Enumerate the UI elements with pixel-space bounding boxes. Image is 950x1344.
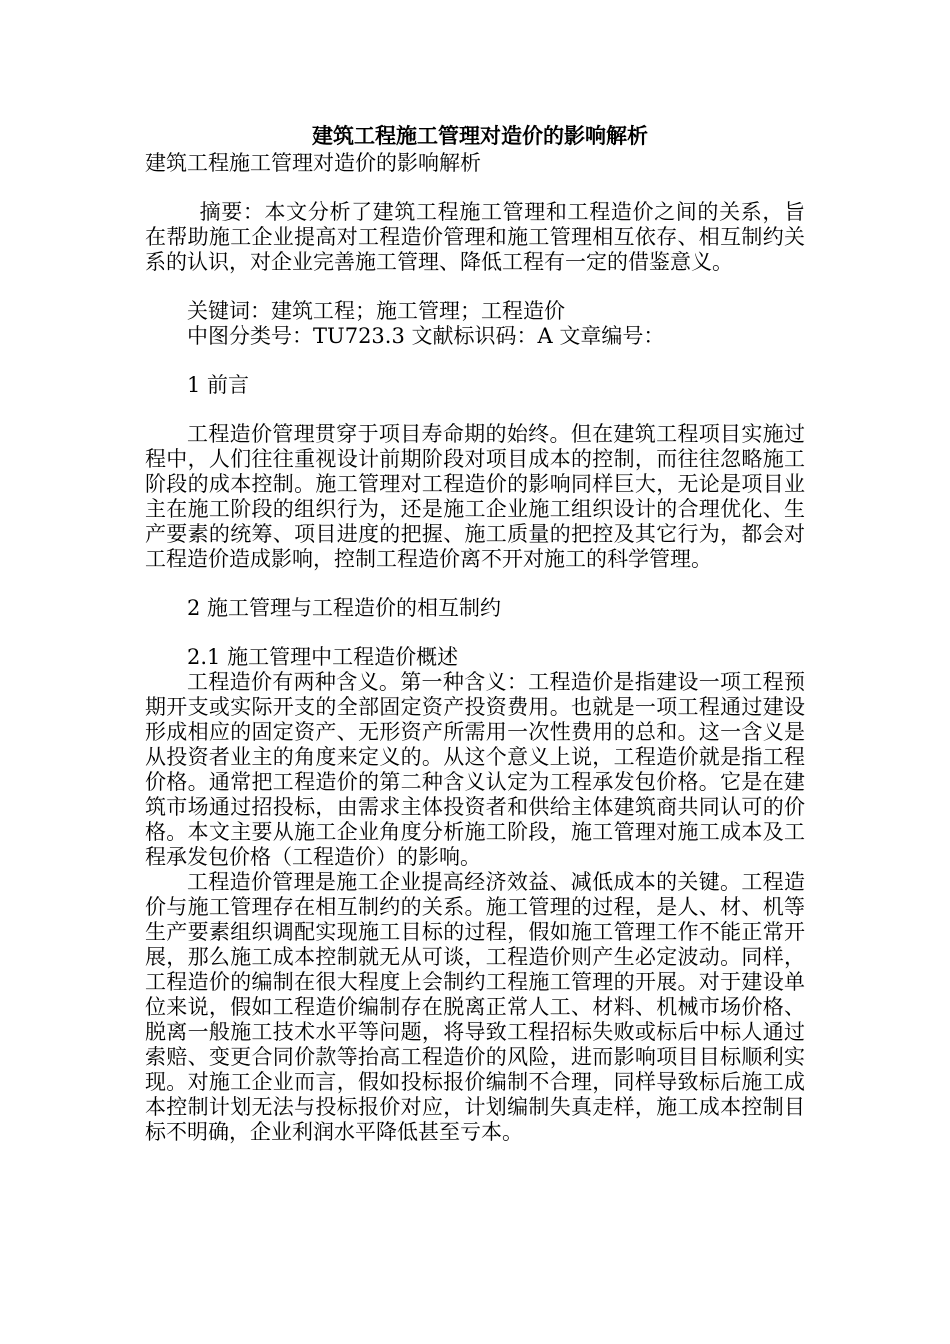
section-2-1-paragraph-1: 工程造价有两种含义。第一种含义：工程造价是指建设一项工程预期开支或实际开支的全部固定资产投资费用。也就是一项工程通过建设形成相应的固定资产、无形资产所需用一次性费用的总和。这一含义是从投资者业主的角度来定义的。从这个意义上说，工程造价就是指工程价格。通常把工程造价的第二种含义认定为工程承发包价格。它是在建筑市场通过招投标，由需求主体投资者和供给主体建筑商共同认可的价格。本文主要从施工企业角度分析施工阶段，施工管理对施工成本及工程承发包价格（工程造价）的影响。	[145, 670, 805, 869]
abstract-paragraph: 摘要：本文分析了建筑工程施工管理和工程造价之间的关系，旨在帮助施工企业提高对工程造价管理和施工管理相互依存、相互制约关系的认识，对企业完善施工管理、降低工程有一定的借鉴意义。	[145, 200, 805, 274]
spacer	[145, 621, 805, 645]
section-1-paragraph: 工程造价管理贯穿于项目寿命期的始终。但在建筑工程项目实施过程中，人们往往重视设计前期阶段对项目成本的控制，而往往忽略施工阶段的成本控制。施工管理对工程造价的影响同样巨大，无论是项目业主在施工阶段的组织行为，还是施工企业施工组织设计的合理优化、生产要素的统筹、项目进度的把握、施工质量的把控及其它行为，都会对工程造价造成影响，控制工程造价离不开对施工的科学管理。	[145, 422, 805, 571]
section-2-heading: 2 施工管理与工程造价的相互制约	[187, 596, 502, 620]
spacer	[145, 176, 805, 200]
section-1-heading: 1 前言	[187, 373, 250, 397]
spacer	[145, 349, 805, 373]
document-page	[145, 122, 805, 1145]
keywords-line: 关键词：建筑工程；施工管理；工程造价	[187, 299, 565, 323]
section-2-1-heading: 2.1 施工管理中工程造价概述	[187, 645, 459, 669]
document-subtitle: 建筑工程施工管理对造价的影响解析	[145, 151, 481, 175]
classification-line: 中图分类号：TU723.3 文献标识码：A 文章编号：	[187, 324, 665, 348]
document-title: 建筑工程施工管理对造价的影响解析	[312, 123, 648, 148]
spacer	[145, 398, 805, 422]
section-2-1-paragraph-2: 工程造价管理是施工企业提高经济效益、减低成本的关键。工程造价与施工管理存在相互制约的关系。施工管理的过程，是人、材、机等生产要素组织调配实现施工目标的过程，假如施工管理工作不能正常开展，那么施工成本控制就无从可谈，工程造价则产生必定波动。同样，工程造价的编制在很大程度上会制约工程施工管理的开展。对于建设单位来说，假如工程造价编制存在脱离正常人工、材料、机械市场价格、脱离一般施工技术水平等问题，将导致工程招标失败或标后中标人通过索赔、变更合同价款等抬高工程造价的风险，进而影响项目目标顺利实现。对施工企业而言，假如投标报价编制不合理，同样导致标后施工成本控制计划无法与投标报价对应，计划编制失真走样，施工成本控制目标不明确，企业利润水平降低甚至亏本。	[145, 870, 805, 1144]
spacer	[145, 275, 805, 299]
spacer	[145, 572, 805, 596]
